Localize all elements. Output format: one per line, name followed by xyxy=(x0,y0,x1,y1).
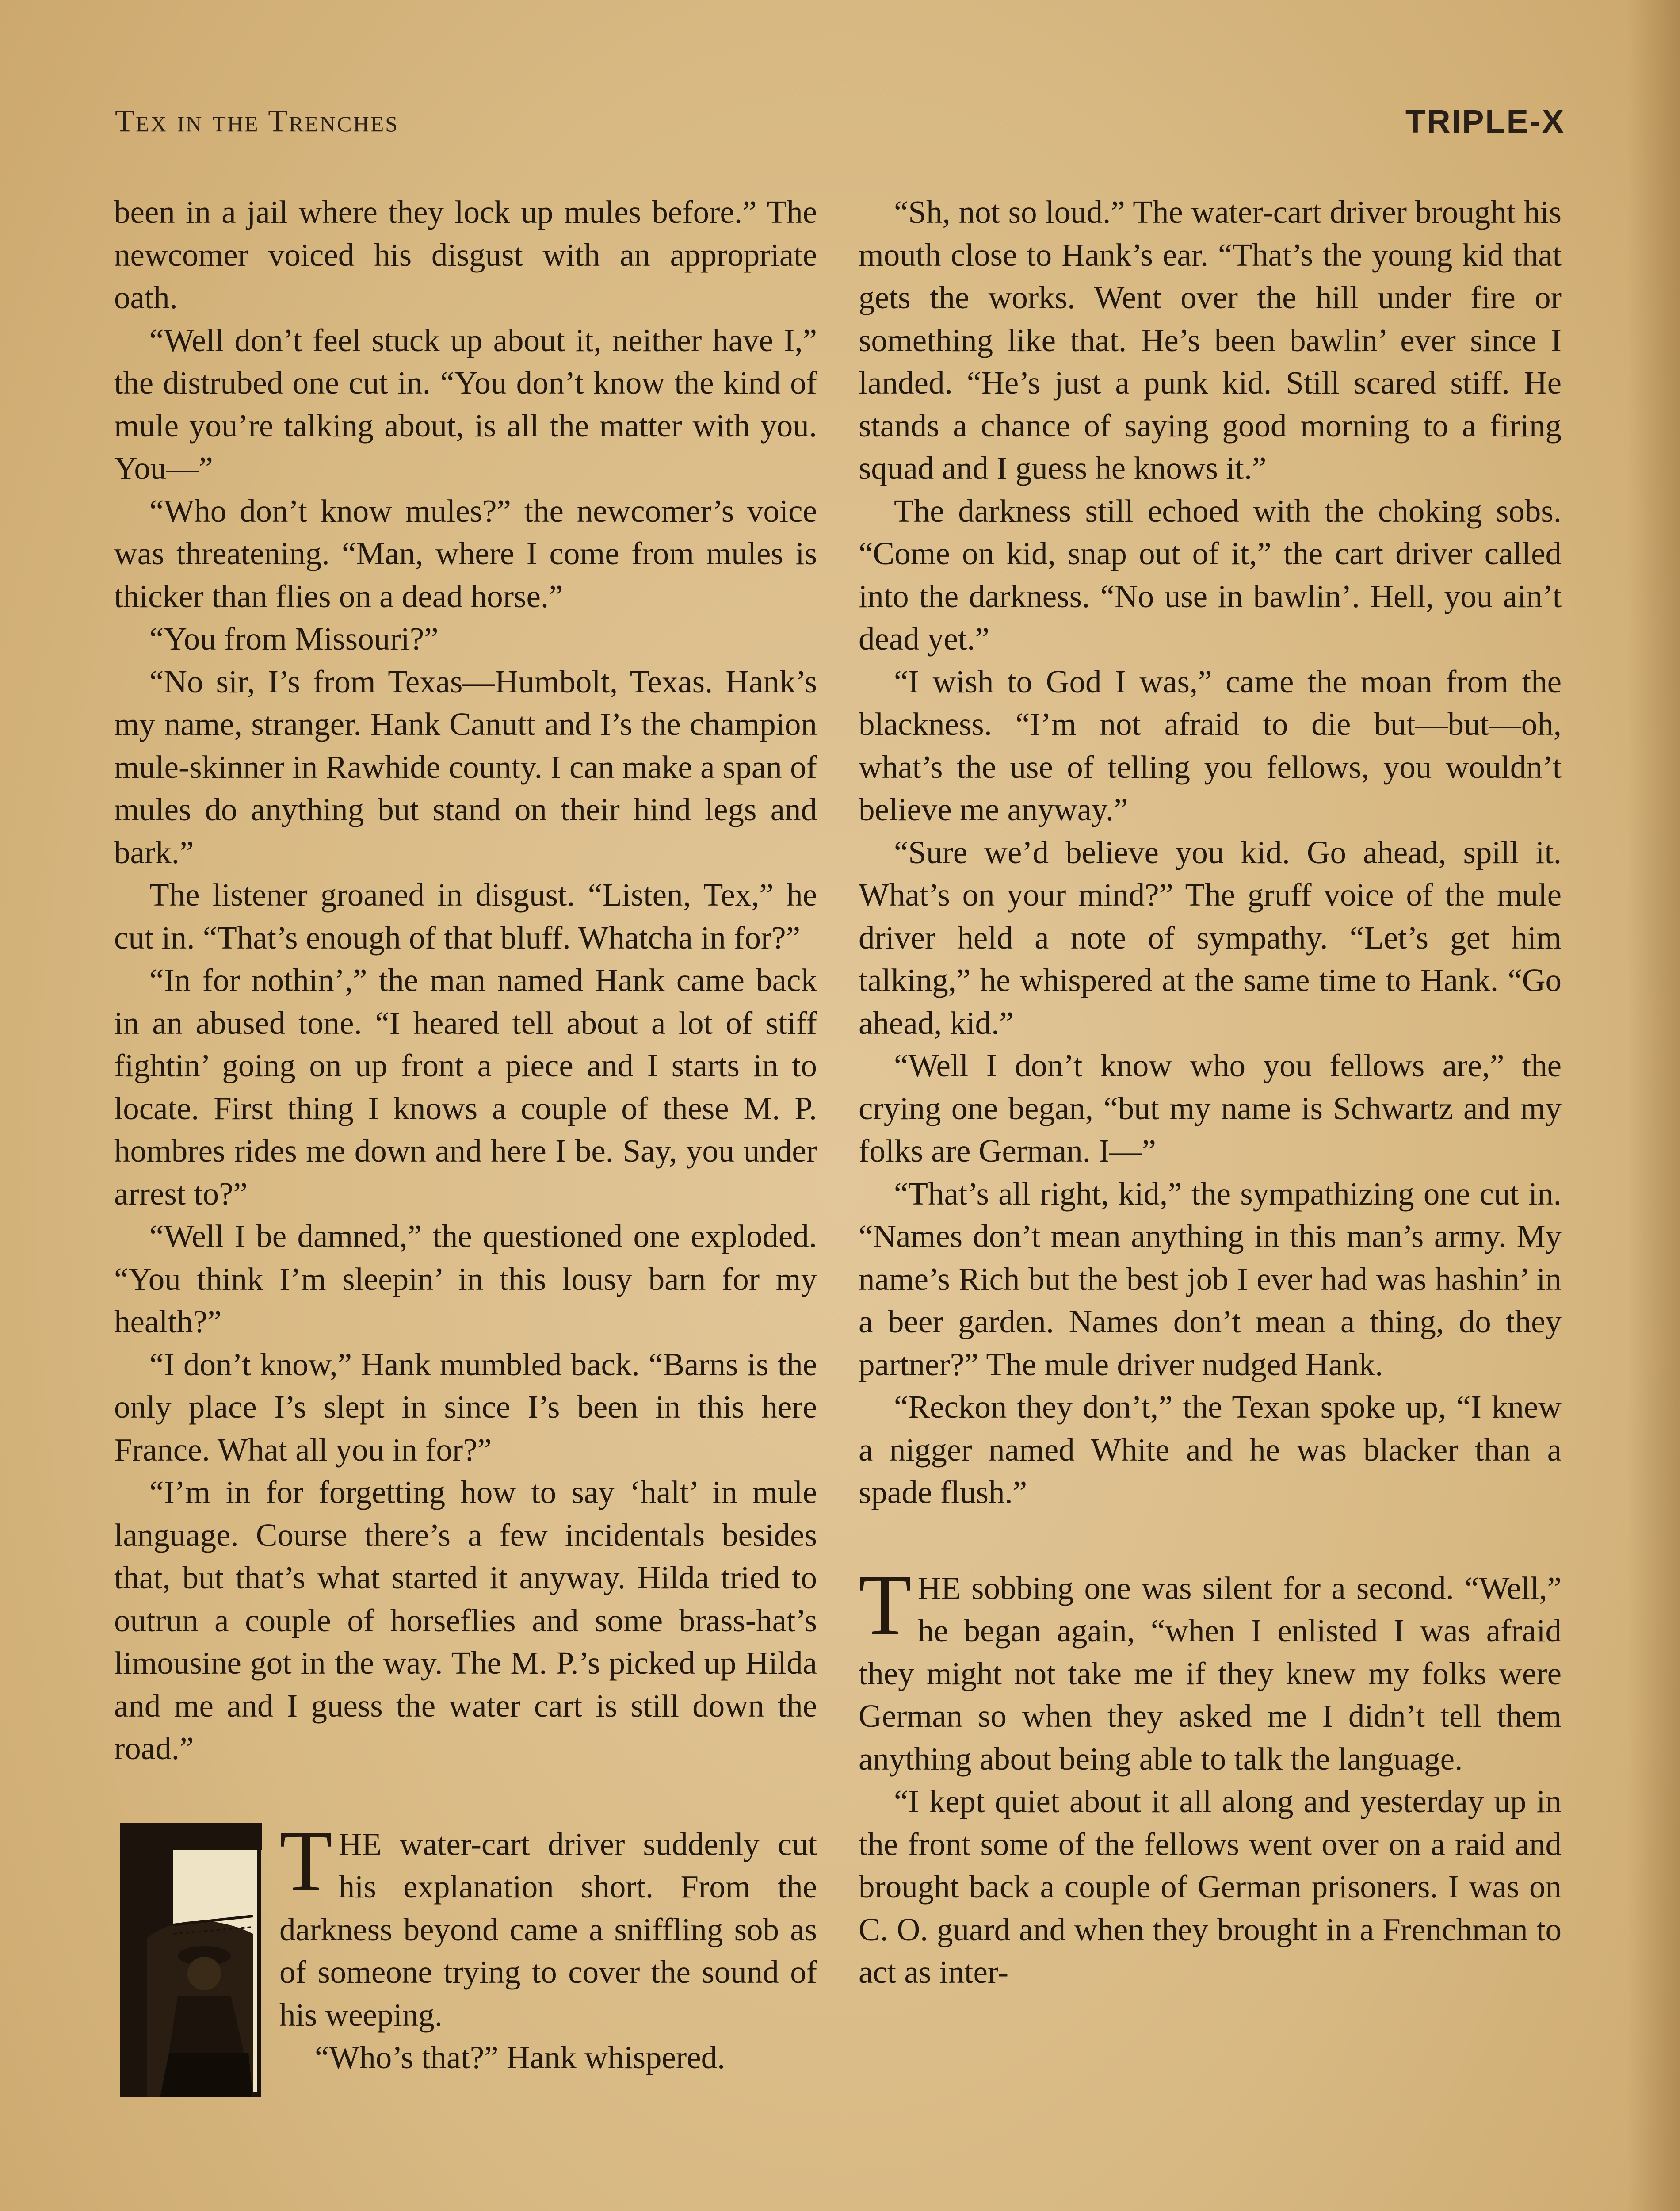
paragraph: “I’m in for forgetting how to say ‘halt’ in mule language. Course there’s a few incidentals besides that, but that’s what started it anyway. Hilda tried to outrun a couple of horseflies and some brass-hat’s limousine got in the way. The M. P.’s picked up Hilda and me and I guess the water cart is still down the road.” xyxy=(114,1474,817,1766)
drop-cap: T xyxy=(859,1557,912,1653)
paragraph: “I kept quiet about it all along and yesterday up in the front some of the fellows went over on a raid and brought back a couple of German prisoners. I was on C. O. guard and when they brought in a Frenchman to act as inter- xyxy=(859,1783,1562,1990)
paragraph: “Reckon they don’t,” the Texan spoke up, “I knew a nigger named White and he was blacker than a spade flush.” xyxy=(859,1389,1562,1510)
story-title-header: Tex in the Trenches xyxy=(115,103,399,138)
paragraph xyxy=(859,1557,1562,1781)
paragraph-text: HE sobbing one was silent for a second. “Well,” he began again, “when I enlisted I was afraid they might not take me if they knew my folks were German so when they asked me I didn’t tell them anything about being able to talk the language. xyxy=(859,1570,1562,1777)
running-header xyxy=(115,103,1565,156)
soldier-in-trench-illustration xyxy=(120,1823,262,2097)
paragraph: been in a jail where they lock up mules before.” The newcomer voiced his disgust with an appropriate oath. xyxy=(114,194,817,315)
drop-cap: T xyxy=(279,1813,332,1909)
paragraph: “I wish to God I was,” came the moan from the blackness. “I’m not afraid to die but—but—oh, what’s the use of telling you fellows, you wouldn’t believe me anyway.” xyxy=(859,663,1562,827)
paragraph: “Sh, not so loud.” The water-cart driver brought his mouth close to Hank’s ear. “That’s the young kid that gets the works. Went over the hill under fire or something like that. He’s been bawlin’ ever since I landed. “He’s just a punk kid. Still scared stiff. He stands a chance of saying good morning to a firing squad and I guess he knows it.” xyxy=(859,194,1562,486)
paragraph: “Sure we’d believe you kid. Go ahead, spill it. What’s on your mind?” The gruff voice of the mule driver held a note of sympathy. “Let’s get him talking,” he whispered at the same time to Hank. “Go ahead, kid.” xyxy=(859,834,1562,1041)
paragraph: “Well don’t feel stuck up about it, neither have I,” the distrubed one cut in. “You don’t know the kind of mule you’re talking about, is all the matter with you. You—” xyxy=(114,322,817,486)
page-edge-shadow xyxy=(1627,0,1680,2211)
paragraph: “Well I don’t know who you fellows are,” the crying one began, “but my name is Schwartz and my folks are German. I—” xyxy=(859,1048,1562,1169)
paragraph: “I don’t know,” Hank mumbled back. “Barns is the only place I’s slept in since I’s been in this here France. What all you in for?” xyxy=(114,1346,817,1468)
section-break-with-illustration xyxy=(114,1813,817,2079)
paragraph: “In for nothin’,” the man named Hank came back in an abused tone. “I heared tell about a lot of stiff fightin’ going on up front a piece and I starts in to locate. First thing I knows a couple of these M. P. hombres rides me down and here I be. Say, you under arrest to?” xyxy=(114,962,817,1212)
paragraph: “That’s all right, kid,” the sympathizing one cut in. “Names don’t mean anything in this man’s army. My name’s Rich but the best job I ever had was hashin’ in a beer garden. Names don’t mean a thing, do they partner?” The mule driver nudged Hank. xyxy=(859,1175,1562,1382)
paragraph: “No sir, I’s from Texas—Humbolt, Texas. Hank’s my name, stranger. Hank Canutt and I’s the champion mule-skinner in Rawhide county. I can make a span of mules do anything but stand on their hind legs and bark.” xyxy=(114,663,817,870)
right-column xyxy=(859,191,1562,1994)
paragraph: “Who’s that?” Hank whispered. xyxy=(315,2039,725,2075)
paragraph: “Who don’t know mules?” the newcomer’s voice was threatening. “Man, where I come from mules is thicker than flies on a dead horse.” xyxy=(114,493,817,614)
magazine-title-header: TRIPLE-X xyxy=(1405,103,1565,140)
left-column xyxy=(114,191,817,2102)
paragraph-text: HE water-cart driver suddenly cut his explanation short. From the darkness beyond came a sniffling sob as of someone trying to cover the sound of his weeping. xyxy=(279,1826,817,2033)
paragraph: The darkness still echoed with the choking sobs. “Come on kid, snap out of it,” the cart driver called into the darkness. “No use in bawlin’. Hell, you ain’t dead yet.” xyxy=(859,493,1562,657)
paragraph: “Well I be damned,” the questioned one exploded. “You think I’m sleepin’ in this lousy barn for my health?” xyxy=(114,1218,817,1339)
paragraph: The listener groaned in disgust. “Listen, Tex,” he cut in. “That’s enough of that bluff. Whatcha in for?” xyxy=(114,877,817,956)
paragraph: “You from Missouri?” xyxy=(149,621,439,657)
